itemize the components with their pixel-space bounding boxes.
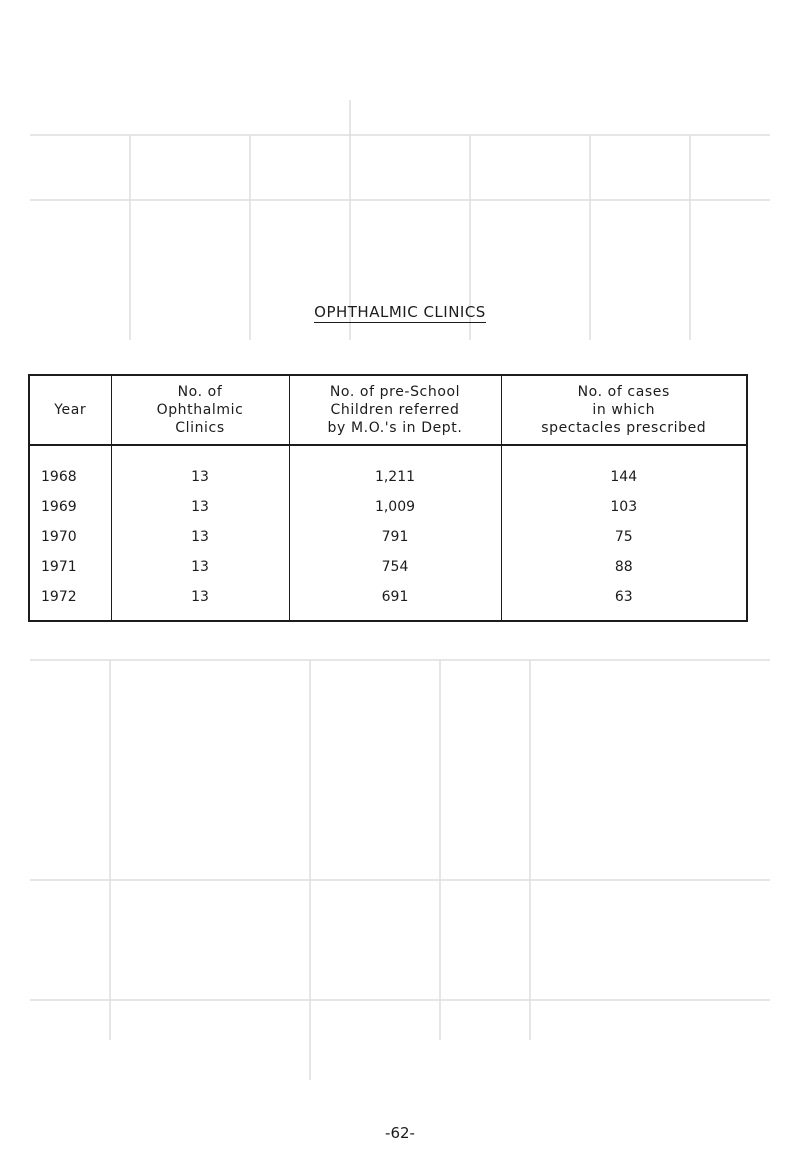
clinics-cell: 13 <box>111 492 289 522</box>
year-cell: 1969 <box>41 499 77 515</box>
spectacles-cell: 75 <box>501 522 747 552</box>
column-header-year: Year <box>29 375 111 445</box>
column-header-clinics: No. of Ophthalmic Clinics <box>111 375 289 445</box>
column-header-spectacles-prescribed: No. of cases in which spectacles prescribed <box>501 375 747 445</box>
year-cell: 1972 <box>41 589 77 605</box>
referred-cell: 1,009 <box>289 492 501 522</box>
referred-cell: 754 <box>289 552 501 582</box>
year-cell: 1970 <box>41 529 77 545</box>
table-row <box>29 522 747 552</box>
ophthalmic-clinics-table <box>28 374 748 622</box>
year-cell: 1971 <box>41 559 77 575</box>
spectacles-cell: 88 <box>501 552 747 582</box>
spectacles-cell: 144 <box>501 445 747 492</box>
referred-cell: 1,211 <box>289 445 501 492</box>
page-title: OPHTHALMIC CLINICS <box>314 303 486 321</box>
table-row <box>29 492 747 522</box>
table-row <box>29 552 747 582</box>
clinics-cell: 13 <box>111 522 289 552</box>
referred-cell: 791 <box>289 522 501 552</box>
table-header-row <box>29 375 747 445</box>
clinics-cell: 13 <box>111 552 289 582</box>
clinics-cell: 13 <box>111 582 289 621</box>
column-header-children-referred: No. of pre-School Children referred by M.O.'s in Dept. <box>289 375 501 445</box>
table-row <box>29 582 747 621</box>
referred-cell: 691 <box>289 582 501 621</box>
clinics-cell: 13 <box>111 445 289 492</box>
table-row <box>29 445 747 492</box>
page-number: -62- <box>385 1124 415 1142</box>
spectacles-cell: 103 <box>501 492 747 522</box>
spectacles-cell: 63 <box>501 582 747 621</box>
year-cell: 1968 <box>41 469 77 485</box>
